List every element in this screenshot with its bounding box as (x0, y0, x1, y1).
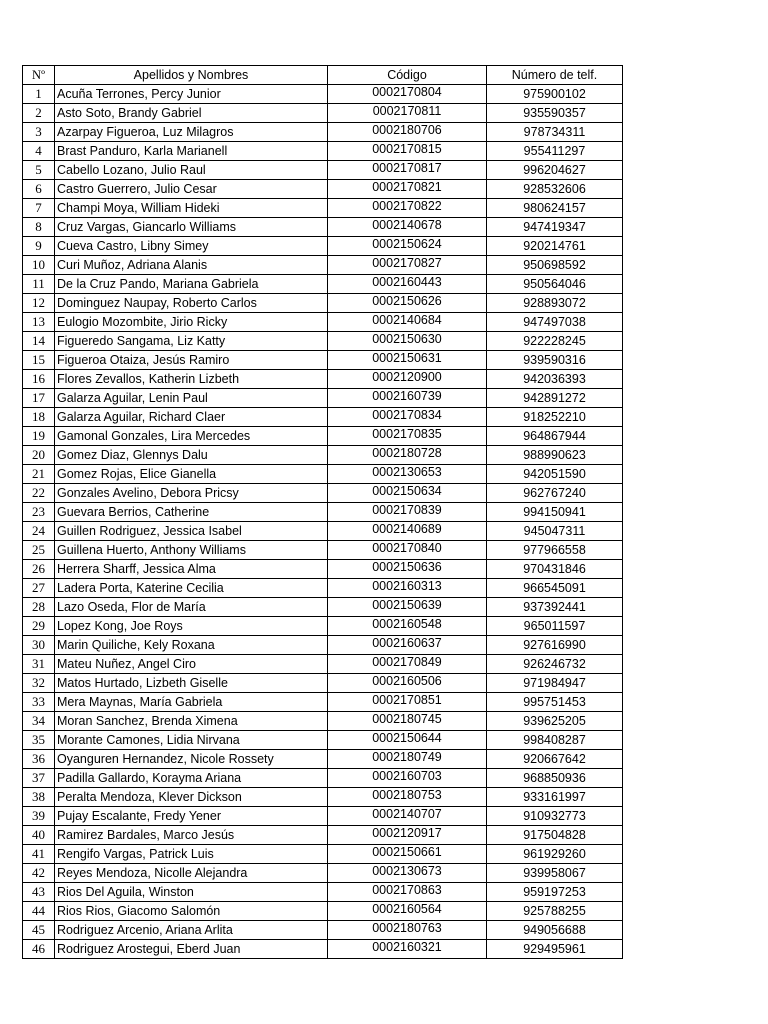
row-phone: 929495961 (487, 940, 623, 959)
header-code: Código (328, 66, 487, 85)
row-phone: 926246732 (487, 655, 623, 674)
row-name: Guevara Berrios, Catherine (55, 503, 328, 522)
row-code: 0002150630 (328, 332, 487, 351)
row-code: 0002150639 (328, 598, 487, 617)
row-number: 30 (23, 636, 55, 655)
row-code: 0002160703 (328, 769, 487, 788)
row-name: Castro Guerrero, Julio Cesar (55, 180, 328, 199)
row-name: Gamonal Gonzales, Lira Mercedes (55, 427, 328, 446)
row-phone: 945047311 (487, 522, 623, 541)
row-number: 11 (23, 275, 55, 294)
row-name: Peralta Mendoza, Klever Dickson (55, 788, 328, 807)
row-code: 0002160443 (328, 275, 487, 294)
row-code: 0002170834 (328, 408, 487, 427)
table-row (23, 389, 623, 408)
row-number: 36 (23, 750, 55, 769)
row-phone: 910932773 (487, 807, 623, 826)
row-code: 0002150626 (328, 294, 487, 313)
table-row (23, 313, 623, 332)
row-name: Mateu Nuñez, Angel Ciro (55, 655, 328, 674)
row-name: Lopez Kong, Joe Roys (55, 617, 328, 636)
row-number: 23 (23, 503, 55, 522)
table-row (23, 465, 623, 484)
row-name: Rios Del Aguila, Winston (55, 883, 328, 902)
row-phone: 955411297 (487, 142, 623, 161)
table-row (23, 142, 623, 161)
row-code: 0002150624 (328, 237, 487, 256)
row-name: Gomez Diaz, Glennys Dalu (55, 446, 328, 465)
row-name: Figueredo Sangama, Liz Katty (55, 332, 328, 351)
row-number: 43 (23, 883, 55, 902)
row-phone: 928893072 (487, 294, 623, 313)
row-phone: 942036393 (487, 370, 623, 389)
row-code: 0002170849 (328, 655, 487, 674)
row-phone: 964867944 (487, 427, 623, 446)
row-code: 0002170835 (328, 427, 487, 446)
row-name: Champi Moya, William Hideki (55, 199, 328, 218)
row-number: 33 (23, 693, 55, 712)
table-row (23, 788, 623, 807)
row-number: 9 (23, 237, 55, 256)
header-phone: Número de telf. (487, 66, 623, 85)
row-number: 5 (23, 161, 55, 180)
row-code: 0002120900 (328, 370, 487, 389)
row-number: 6 (23, 180, 55, 199)
row-phone: 925788255 (487, 902, 623, 921)
row-name: Cueva Castro, Libny Simey (55, 237, 328, 256)
row-code: 0002160739 (328, 389, 487, 408)
row-code: 0002130653 (328, 465, 487, 484)
row-phone: 920214761 (487, 237, 623, 256)
row-number: 26 (23, 560, 55, 579)
row-number: 3 (23, 123, 55, 142)
row-phone: 971984947 (487, 674, 623, 693)
row-code: 0002150644 (328, 731, 487, 750)
row-name: Eulogio Mozombite, Jirio Ricky (55, 313, 328, 332)
row-name: Rodriguez Arcenio, Ariana Arlita (55, 921, 328, 940)
row-code: 0002150636 (328, 560, 487, 579)
row-number: 31 (23, 655, 55, 674)
table-row (23, 446, 623, 465)
row-name: Pujay Escalante, Fredy Yener (55, 807, 328, 826)
table-row (23, 180, 623, 199)
row-code: 0002180763 (328, 921, 487, 940)
row-name: Herrera Sharff, Jessica Alma (55, 560, 328, 579)
row-phone: 988990623 (487, 446, 623, 465)
row-name: Brast Panduro, Karla Marianell (55, 142, 328, 161)
row-code: 0002150661 (328, 845, 487, 864)
table-row (23, 579, 623, 598)
row-code: 0002120917 (328, 826, 487, 845)
row-name: Curi Muñoz, Adriana Alanis (55, 256, 328, 275)
row-code: 0002160548 (328, 617, 487, 636)
row-phone: 980624157 (487, 199, 623, 218)
table-row (23, 199, 623, 218)
row-name: Rengifo Vargas, Patrick Luis (55, 845, 328, 864)
table-row (23, 541, 623, 560)
row-name: De la Cruz Pando, Mariana Gabriela (55, 275, 328, 294)
row-number: 38 (23, 788, 55, 807)
table-row (23, 484, 623, 503)
row-phone: 965011597 (487, 617, 623, 636)
row-phone: 970431846 (487, 560, 623, 579)
table-row (23, 636, 623, 655)
table-row (23, 294, 623, 313)
row-code: 0002160637 (328, 636, 487, 655)
row-number: 12 (23, 294, 55, 313)
table-row (23, 427, 623, 446)
row-phone: 961929260 (487, 845, 623, 864)
row-number: 20 (23, 446, 55, 465)
row-name: Rodriguez Arostegui, Eberd Juan (55, 940, 328, 959)
row-phone: 939625205 (487, 712, 623, 731)
row-code: 0002140707 (328, 807, 487, 826)
row-code: 0002170840 (328, 541, 487, 560)
row-phone: 918252210 (487, 408, 623, 427)
row-number: 45 (23, 921, 55, 940)
row-phone: 933161997 (487, 788, 623, 807)
table-row (23, 712, 623, 731)
table-row (23, 332, 623, 351)
row-code: 0002160564 (328, 902, 487, 921)
table-row (23, 769, 623, 788)
row-number: 24 (23, 522, 55, 541)
row-phone: 968850936 (487, 769, 623, 788)
row-phone: 947497038 (487, 313, 623, 332)
row-number: 34 (23, 712, 55, 731)
row-number: 8 (23, 218, 55, 237)
row-number: 29 (23, 617, 55, 636)
row-name: Matos Hurtado, Lizbeth Giselle (55, 674, 328, 693)
table-row (23, 826, 623, 845)
row-phone: 949056688 (487, 921, 623, 940)
table-row (23, 655, 623, 674)
table-row (23, 731, 623, 750)
table-row (23, 864, 623, 883)
row-name: Ramirez Bardales, Marco Jesús (55, 826, 328, 845)
row-name: Marin Quiliche, Kely Roxana (55, 636, 328, 655)
row-code: 0002140678 (328, 218, 487, 237)
header-number: Nº (23, 66, 55, 85)
row-name: Reyes Mendoza, Nicolle Alejandra (55, 864, 328, 883)
row-name: Morante Camones, Lidia Nirvana (55, 731, 328, 750)
table-row (23, 598, 623, 617)
row-number: 42 (23, 864, 55, 883)
row-number: 35 (23, 731, 55, 750)
row-number: 1 (23, 85, 55, 104)
row-number: 22 (23, 484, 55, 503)
row-phone: 917504828 (487, 826, 623, 845)
row-name: Ladera Porta, Katerine Cecilia (55, 579, 328, 598)
row-code: 0002160506 (328, 674, 487, 693)
row-number: 18 (23, 408, 55, 427)
row-number: 44 (23, 902, 55, 921)
row-phone: 950698592 (487, 256, 623, 275)
row-code: 0002140684 (328, 313, 487, 332)
row-name: Azarpay Figueroa, Luz Milagros (55, 123, 328, 142)
row-code: 0002180745 (328, 712, 487, 731)
row-code: 0002170821 (328, 180, 487, 199)
row-name: Moran Sanchez, Brenda Ximena (55, 712, 328, 731)
row-number: 27 (23, 579, 55, 598)
row-number: 16 (23, 370, 55, 389)
table-row (23, 161, 623, 180)
row-phone: 995751453 (487, 693, 623, 712)
row-number: 28 (23, 598, 55, 617)
table-row (23, 237, 623, 256)
row-code: 0002180706 (328, 123, 487, 142)
table-row (23, 674, 623, 693)
table-row (23, 921, 623, 940)
row-number: 41 (23, 845, 55, 864)
row-phone: 920667642 (487, 750, 623, 769)
row-name: Oyanguren Hernandez, Nicole Rossety (55, 750, 328, 769)
row-name: Guillen Rodriguez, Jessica Isabel (55, 522, 328, 541)
row-code: 0002130673 (328, 864, 487, 883)
student-list-sheet (22, 65, 623, 959)
row-name: Cabello Lozano, Julio Raul (55, 161, 328, 180)
row-number: 21 (23, 465, 55, 484)
row-code: 0002150634 (328, 484, 487, 503)
row-number: 7 (23, 199, 55, 218)
row-phone: 950564046 (487, 275, 623, 294)
row-number: 2 (23, 104, 55, 123)
table-row (23, 750, 623, 769)
row-number: 46 (23, 940, 55, 959)
row-name: Galarza Aguilar, Lenin Paul (55, 389, 328, 408)
row-code: 0002180728 (328, 446, 487, 465)
row-code: 0002180753 (328, 788, 487, 807)
table-row (23, 883, 623, 902)
row-phone: 959197253 (487, 883, 623, 902)
row-name: Rios Rios, Giacomo Salomón (55, 902, 328, 921)
row-number: 17 (23, 389, 55, 408)
row-phone: 927616990 (487, 636, 623, 655)
row-phone: 998408287 (487, 731, 623, 750)
row-phone: 966545091 (487, 579, 623, 598)
row-code: 0002160313 (328, 579, 487, 598)
row-phone: 937392441 (487, 598, 623, 617)
row-code: 0002170817 (328, 161, 487, 180)
row-name: Asto Soto, Brandy Gabriel (55, 104, 328, 123)
row-phone: 978734311 (487, 123, 623, 142)
row-code: 0002170827 (328, 256, 487, 275)
row-number: 15 (23, 351, 55, 370)
row-number: 19 (23, 427, 55, 446)
table-row (23, 370, 623, 389)
table-row (23, 218, 623, 237)
table-row (23, 503, 623, 522)
row-code: 0002170863 (328, 883, 487, 902)
table-row (23, 845, 623, 864)
row-name: Lazo Oseda, Flor de María (55, 598, 328, 617)
table-row (23, 617, 623, 636)
row-name: Gomez Rojas, Elice Gianella (55, 465, 328, 484)
row-code: 0002170839 (328, 503, 487, 522)
row-number: 32 (23, 674, 55, 693)
row-number: 14 (23, 332, 55, 351)
table-row (23, 275, 623, 294)
table-header-row (23, 66, 623, 85)
row-phone: 996204627 (487, 161, 623, 180)
row-number: 39 (23, 807, 55, 826)
student-table (22, 65, 623, 959)
row-phone: 928532606 (487, 180, 623, 199)
table-row (23, 408, 623, 427)
table-row (23, 104, 623, 123)
table-row (23, 123, 623, 142)
table-row (23, 807, 623, 826)
row-number: 25 (23, 541, 55, 560)
row-phone: 939590316 (487, 351, 623, 370)
row-name: Guillena Huerto, Anthony Williams (55, 541, 328, 560)
row-name: Gonzales Avelino, Debora Pricsy (55, 484, 328, 503)
row-code: 0002140689 (328, 522, 487, 541)
row-name: Figueroa Otaiza, Jesús Ramiro (55, 351, 328, 370)
table-row (23, 256, 623, 275)
table-row (23, 902, 623, 921)
row-number: 13 (23, 313, 55, 332)
table-row (23, 940, 623, 959)
row-phone: 922228245 (487, 332, 623, 351)
row-name: Flores Zevallos, Katherin Lizbeth (55, 370, 328, 389)
row-code: 0002170822 (328, 199, 487, 218)
row-number: 40 (23, 826, 55, 845)
row-number: 37 (23, 769, 55, 788)
row-phone: 947419347 (487, 218, 623, 237)
row-number: 4 (23, 142, 55, 161)
row-name: Cruz Vargas, Giancarlo Williams (55, 218, 328, 237)
row-phone: 962767240 (487, 484, 623, 503)
table-row (23, 351, 623, 370)
row-name: Acuña Terrones, Percy Junior (55, 85, 328, 104)
row-phone: 977966558 (487, 541, 623, 560)
row-phone: 975900102 (487, 85, 623, 104)
row-code: 0002170815 (328, 142, 487, 161)
table-row (23, 693, 623, 712)
table-row (23, 85, 623, 104)
row-phone: 942891272 (487, 389, 623, 408)
row-phone: 994150941 (487, 503, 623, 522)
row-name: Mera Maynas, María Gabriela (55, 693, 328, 712)
row-name: Padilla Gallardo, Korayma Ariana (55, 769, 328, 788)
row-number: 10 (23, 256, 55, 275)
row-code: 0002180749 (328, 750, 487, 769)
row-name: Galarza Aguilar, Richard Claer (55, 408, 328, 427)
header-name: Apellidos y Nombres (55, 66, 328, 85)
row-phone: 935590357 (487, 104, 623, 123)
row-code: 0002160321 (328, 940, 487, 959)
row-code: 0002170811 (328, 104, 487, 123)
row-phone: 939958067 (487, 864, 623, 883)
row-code: 0002170804 (328, 85, 487, 104)
table-row (23, 522, 623, 541)
row-code: 0002150631 (328, 351, 487, 370)
row-code: 0002170851 (328, 693, 487, 712)
row-phone: 942051590 (487, 465, 623, 484)
row-name: Dominguez Naupay, Roberto Carlos (55, 294, 328, 313)
table-row (23, 560, 623, 579)
